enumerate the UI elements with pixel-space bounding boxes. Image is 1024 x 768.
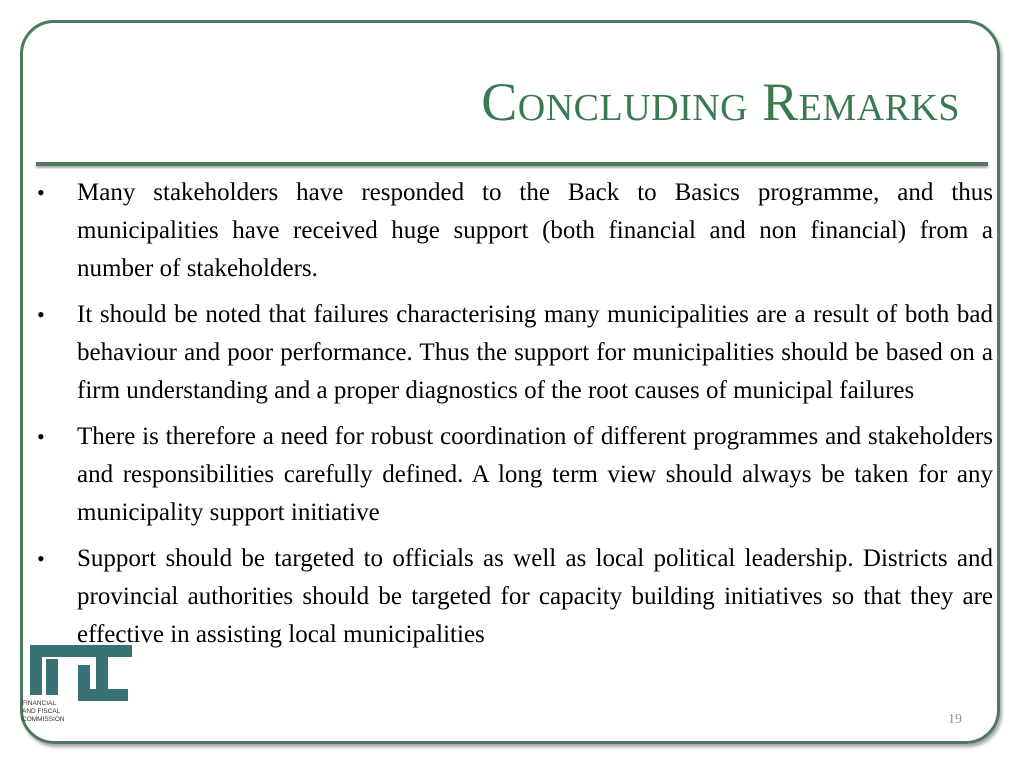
bullet-text: Many stakeholders have responded to the Back to Basics programme, and thus municipalities have received huge support (both financial and non financial) from a number of stakeholders.: [77, 179, 993, 282]
title-divider: [36, 162, 988, 166]
bullet-list: [30, 174, 993, 662]
bullet-text: Support should be targeted to officials as well as local political leadership. Districts and provincial authorities should be targeted for capacity building initiatives so that they are effective in assisting local municipalities: [77, 545, 993, 648]
logo-line: AND FISCAL: [22, 708, 61, 715]
bullet-item: [30, 540, 993, 654]
bullet-item: [30, 174, 993, 288]
bullet-text: There is therefore a need for robust coordination of different programmes and stakeholders and responsibilities carefully defined. A long term view should always be taken for any municipality support initiative: [77, 423, 993, 526]
bullet-icon: •: [37, 180, 45, 205]
bullet-icon: •: [37, 424, 45, 449]
bullet-item: [30, 296, 993, 410]
slide-number: 19: [948, 712, 962, 727]
slide-title: Concluding Remarks: [481, 72, 960, 132]
bullet-icon: •: [37, 302, 45, 327]
bullet-icon: •: [37, 546, 45, 571]
ffc-logo-text: [22, 700, 92, 724]
logo-line: COMMISSION: [22, 716, 65, 723]
logo-line: FINANCIAL: [22, 700, 56, 707]
bullet-text: It should be noted that failures characterising many municipalities are a result of both bad behaviour and poor performance. Thus the support for municipalities should be based on a firm understanding and a proper diagnostics of the root causes of municipal failures: [77, 301, 993, 404]
bullet-item: [30, 418, 993, 532]
